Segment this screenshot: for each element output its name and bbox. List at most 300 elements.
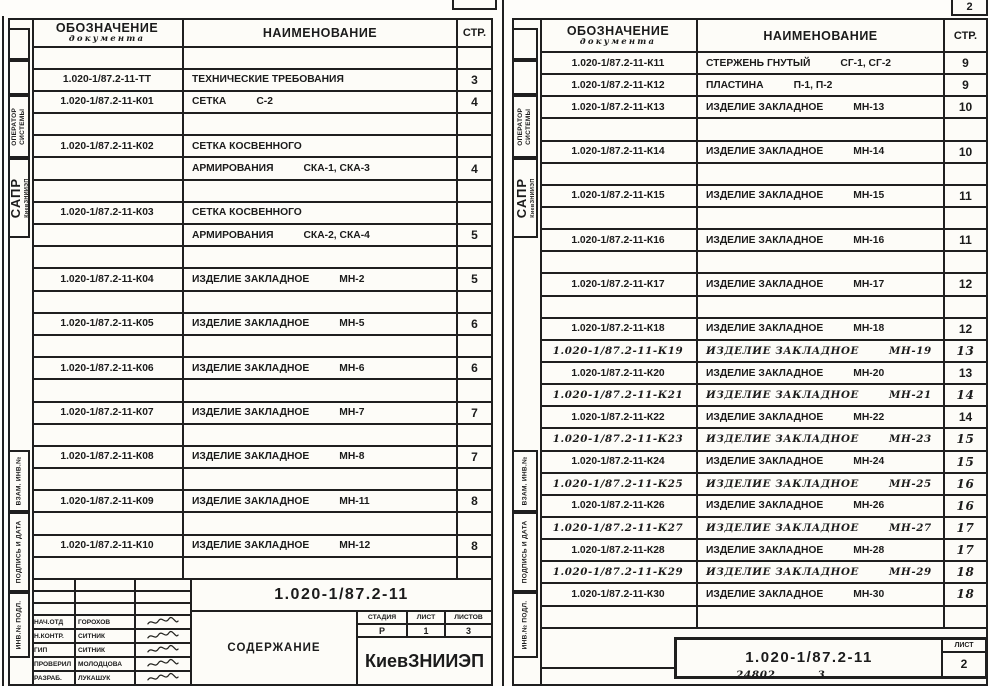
table-row	[32, 269, 491, 291]
name-cell	[698, 452, 945, 472]
signature-empty-row	[32, 604, 190, 616]
table-row	[32, 70, 491, 92]
designation-cell	[540, 252, 698, 272]
table-row	[32, 447, 491, 469]
name-cell	[698, 230, 945, 250]
designation-cell	[32, 292, 184, 312]
page-cell: 12	[958, 277, 973, 292]
item-code: СКА-1, СКА-3	[303, 163, 370, 175]
table-row	[32, 114, 491, 136]
name-cell	[698, 274, 945, 294]
header-text: СТР.	[953, 29, 978, 42]
name-cell	[698, 53, 945, 73]
page-number: 2	[966, 1, 973, 13]
table-row	[540, 319, 986, 341]
item-name: ИЗДЕЛИЕ ЗАКЛАДНОЕ	[706, 278, 824, 290]
designation-cell: 1.020-1/87.2-11-К07	[32, 403, 184, 423]
name-cell	[698, 584, 945, 604]
designation-cell: 1.020-1/87.2-11-К19	[540, 341, 698, 361]
item-name: ИЗДЕЛИЕ ЗАКЛАДНОЕ	[706, 477, 859, 490]
page-cell	[458, 181, 491, 201]
signature-scribble	[136, 672, 190, 684]
name-cell	[184, 114, 458, 134]
item-name: ИЗДЕЛИЕ ЗАКЛАДНОЕ	[706, 323, 824, 335]
table-row	[540, 53, 986, 75]
item-name: ИЗДЕЛИЕ ЗАКЛАДНОЕ	[706, 588, 824, 600]
table-row	[32, 491, 491, 513]
item-name: ИЗДЕЛИЕ ЗАКЛАДНОЕ	[192, 362, 310, 374]
table-row	[540, 496, 986, 518]
signature-icon	[146, 644, 180, 656]
page-cell: 6	[471, 361, 478, 376]
sheet-1	[8, 18, 493, 686]
page-cell	[945, 607, 986, 627]
designation-cell: 1.020-1/87.2-11-К27	[540, 518, 698, 538]
margin-text: ИНВ.№ ПОДЛ.	[15, 600, 23, 650]
item-name: ИЗДЕЛИЕ ЗАКЛАДНОЕ	[706, 566, 859, 579]
margin-label-vzam-inv	[512, 450, 538, 512]
designation-cell: 1.020-1/87.2-11-К06	[32, 358, 184, 378]
table-row	[540, 429, 986, 451]
header-page	[458, 20, 491, 46]
name-cell	[184, 269, 458, 289]
designation-cell: 1.020-1/87.2-11-К18	[540, 319, 698, 339]
table-row	[540, 518, 986, 540]
item-name: ИЗДЕЛИЕ ЗАКЛАДНОЕ	[192, 495, 310, 507]
page-cell: 16	[956, 498, 975, 513]
footer-title-box	[674, 637, 988, 679]
item-name: АРМИРОВАНИЯ	[192, 163, 274, 175]
item-name: СТЕРЖЕНЬ ГНУТЫЙ	[706, 57, 811, 69]
table-row	[32, 48, 491, 70]
margin-box-empty	[8, 60, 30, 95]
page-cell: 8	[471, 494, 478, 509]
table-row	[540, 97, 986, 119]
signature-icon	[146, 658, 180, 670]
page-cell	[945, 164, 986, 184]
page-cell	[458, 380, 491, 400]
page-cell: 9	[962, 56, 969, 71]
table-header	[32, 20, 491, 48]
item-name: ИЗДЕЛИЕ ЗАКЛАДНОЕ	[706, 522, 859, 535]
designation-cell	[32, 469, 184, 489]
table-row	[32, 513, 491, 535]
frame-line	[2, 16, 4, 686]
designation-cell	[32, 158, 184, 178]
designation-cell: 1.020-1/87.2-11-К02	[32, 136, 184, 156]
header-name	[184, 20, 458, 46]
name-cell	[184, 380, 458, 400]
name-cell	[698, 607, 945, 627]
name-cell	[698, 429, 945, 449]
item-name: ИЗДЕЛИЕ ЗАКЛАДНОЕ	[706, 544, 824, 556]
margin-text: ВЗАМ. ИНВ.№	[15, 456, 23, 506]
margin-text: САПР	[513, 177, 529, 219]
item-code: МН-5	[339, 318, 365, 330]
table-row	[540, 385, 986, 407]
table-row	[32, 358, 491, 380]
page-cell	[458, 425, 491, 445]
designation-cell: 1.020-1/87.2-11-К29	[540, 562, 698, 582]
designation-cell	[32, 247, 184, 267]
signature-role: НАЧ.ОТД	[32, 616, 76, 628]
signature-name: СИТНИК	[76, 644, 136, 656]
table-header	[540, 20, 986, 53]
item-name: ТЕХНИЧЕСКИЕ ТРЕБОВАНИЯ	[192, 74, 344, 86]
name-cell	[184, 70, 458, 90]
item-code: МН-30	[853, 588, 885, 600]
table-row	[32, 336, 491, 358]
item-code: МН-22	[853, 411, 885, 423]
signature-name: МОЛОДЦОВА	[76, 658, 136, 670]
item-name: АРМИРОВАНИЯ	[192, 229, 274, 241]
page-cell	[458, 292, 491, 312]
page-cell: 13	[956, 343, 975, 358]
signature-name: ЛУКАШУК	[76, 672, 136, 684]
signature-rows	[32, 616, 190, 684]
page-cell: 18	[956, 587, 975, 602]
name-cell	[184, 447, 458, 467]
designation-cell: 1.020-1/87.2-11-К13	[540, 97, 698, 117]
header-text: ОБОЗНАЧЕНИЕ	[566, 24, 670, 38]
title-block-main	[192, 580, 491, 684]
item-code: МН-28	[853, 544, 885, 556]
page-cell	[945, 208, 986, 228]
name-cell	[184, 314, 458, 334]
page-cell	[458, 336, 491, 356]
signature-icon	[146, 616, 180, 628]
designation-cell: 1.020-1/87.2-11-К01	[32, 92, 184, 112]
table-row	[540, 540, 986, 562]
margin-label-inv-podl	[512, 592, 538, 658]
designation-cell	[32, 114, 184, 134]
designation-cell: 1.020-1/87.2-11-К15	[540, 186, 698, 206]
item-code: МН-19	[889, 344, 932, 357]
stage-value: Р	[358, 625, 408, 636]
page-cell: 5	[471, 272, 478, 287]
margin-label-vzam-inv	[8, 450, 30, 512]
page-cell: 4	[471, 94, 478, 109]
margin-box-empty	[512, 28, 538, 60]
name-cell	[184, 403, 458, 423]
signature-scribble	[136, 658, 190, 670]
signature-scribble	[136, 616, 190, 628]
page-cell: 7	[471, 449, 478, 464]
page-cell: 11	[959, 233, 972, 248]
page-cell	[458, 247, 491, 267]
name-cell	[698, 363, 945, 383]
page-cell: 15	[956, 454, 975, 469]
designation-cell: 1.020-1/87.2-11-К28	[540, 540, 698, 560]
page-cell: 14	[958, 410, 973, 425]
item-code: МН-13	[853, 101, 885, 113]
signature-empty-row	[32, 580, 190, 592]
page-cell: 13	[958, 366, 973, 381]
header-designation	[32, 20, 184, 46]
sheet-2	[512, 18, 988, 686]
header-text: НАИМЕНОВАНИЕ	[763, 28, 878, 43]
designation-cell	[32, 48, 184, 68]
designation-cell: 1.020-1/87.2-11-К10	[32, 536, 184, 556]
signature-icon	[146, 672, 180, 684]
designation-cell	[32, 225, 184, 245]
signature-scribble	[136, 630, 190, 642]
contents-table-1	[32, 20, 491, 684]
page-cell: 11	[959, 188, 972, 203]
sheet-value: 1	[408, 625, 446, 636]
signature-scribble	[136, 644, 190, 656]
contents-table-2	[540, 20, 986, 684]
designation-cell: 1.020-1/87.2-11-К20	[540, 363, 698, 383]
item-name: ПЛАСТИНА	[706, 79, 764, 91]
margin-label-operator	[512, 95, 538, 158]
designation-cell	[32, 181, 184, 201]
page-cell	[945, 252, 986, 272]
header-handwritten-text: документа	[68, 34, 146, 45]
table-row	[540, 341, 986, 363]
name-cell	[698, 97, 945, 117]
item-code: МН-16	[853, 234, 885, 246]
margin-box-empty	[8, 28, 30, 60]
binding-margin	[514, 20, 542, 684]
table-row	[32, 403, 491, 425]
item-code: МН-7	[339, 407, 365, 419]
margin-box-empty	[512, 60, 538, 95]
name-cell	[698, 385, 945, 405]
table-row	[540, 607, 986, 629]
table-row	[32, 425, 491, 447]
designation-cell	[540, 297, 698, 317]
page-cell: 10	[958, 144, 973, 159]
designation-cell: 1.020-1/87.2-11-К25	[540, 474, 698, 494]
designation-cell	[540, 607, 698, 627]
table-row	[540, 142, 986, 164]
margin-text: САПР	[7, 177, 23, 219]
stage-values	[358, 625, 491, 638]
item-code: МН-14	[853, 146, 885, 158]
item-code: МН-8	[339, 451, 365, 463]
item-code: СКА-2, СКА-4	[303, 229, 370, 241]
item-name: ИЗДЕЛИЕ ЗАКЛАДНОЕ	[706, 146, 824, 158]
name-cell	[698, 142, 945, 162]
page-cell	[945, 119, 986, 139]
name-cell	[698, 474, 945, 494]
page-cell: 15	[956, 432, 975, 447]
name-cell	[698, 75, 945, 95]
page-cell: 6	[471, 316, 478, 331]
designation-cell	[32, 425, 184, 445]
name-cell	[184, 292, 458, 312]
name-cell	[184, 247, 458, 267]
name-cell	[184, 513, 458, 533]
name-cell	[184, 92, 458, 112]
table-row	[540, 75, 986, 97]
item-name: ИЗДЕЛИЕ ЗАКЛАДНОЕ	[706, 433, 859, 446]
designation-cell	[540, 164, 698, 184]
designation-cell: 1.020-1/87.2-11-К23	[540, 429, 698, 449]
designation-cell: 1.020-1/87.2-11-К17	[540, 274, 698, 294]
signature-role: Н.КОНТР.	[32, 630, 76, 642]
page-cell	[458, 48, 491, 68]
name-cell	[698, 186, 945, 206]
name-cell	[698, 208, 945, 228]
item-name: ИЗДЕЛИЕ ЗАКЛАДНОЕ	[706, 367, 824, 379]
name-cell	[184, 491, 458, 511]
item-code: МН-23	[889, 433, 932, 446]
name-cell	[184, 425, 458, 445]
signature-name: СИТНИК	[76, 630, 136, 642]
page-cell	[458, 469, 491, 489]
name-cell	[698, 252, 945, 272]
page-number-box-2	[951, 0, 988, 16]
name-cell	[698, 297, 945, 317]
signature-row	[32, 630, 190, 644]
page-cell	[458, 136, 491, 156]
item-name: СЕТКА	[192, 96, 227, 108]
item-name: ИЗДЕЛИЕ ЗАКЛАДНОЕ	[706, 234, 824, 246]
name-cell	[698, 518, 945, 538]
table-row	[32, 136, 491, 158]
margin-label-podpis-data	[512, 512, 538, 592]
table-row	[540, 584, 986, 606]
name-cell	[698, 407, 945, 427]
margin-text: КиевЗНИИЭП	[23, 178, 30, 218]
name-cell	[698, 540, 945, 560]
signature-row	[32, 616, 190, 630]
document-number: 1.020-1/87.2-11	[192, 580, 491, 612]
header-designation	[540, 20, 698, 51]
margin-label-inv-podl	[8, 592, 30, 658]
name-cell	[698, 496, 945, 516]
designation-cell: 1.020-1/87.2-11-К12	[540, 75, 698, 95]
item-code: МН-6	[339, 362, 365, 374]
organization-name: КиевЗНИИЭП	[364, 650, 485, 671]
item-name: ИЗДЕЛИЕ ЗАКЛАДНОЕ	[192, 407, 310, 419]
item-name: СЕТКА КОСВЕННОГО	[192, 140, 302, 152]
margin-text: ПОДПИСЬ И ДАТА	[521, 520, 529, 584]
item-code: МН-15	[853, 190, 885, 202]
signature-name: ГОРОХОВ	[76, 616, 136, 628]
stage-labels	[358, 612, 491, 625]
name-cell	[698, 319, 945, 339]
table-row	[540, 474, 986, 496]
table-row	[540, 407, 986, 429]
page-cell: 17	[956, 521, 975, 536]
page-cell: 16	[956, 476, 975, 491]
designation-cell	[540, 119, 698, 139]
designation-cell: 1.020-1/87.2-11-К24	[540, 452, 698, 472]
margin-label-sapr	[8, 158, 30, 238]
item-code: С-2	[256, 96, 273, 108]
table-row	[32, 558, 491, 580]
item-code: МН-17	[853, 278, 885, 290]
document-number: 1.020-1/87.2-11	[677, 640, 943, 676]
item-name: ИЗДЕЛИЕ ЗАКЛАДНОЕ	[706, 190, 824, 202]
item-name: ИЗДЕЛИЕ ЗАКЛАДНОЕ	[192, 273, 310, 285]
sheets-value: 3	[465, 625, 471, 636]
page-cell: 17	[956, 543, 975, 558]
sheets-label: ЛИСТОВ	[454, 614, 483, 621]
page-cell: 12	[958, 321, 973, 336]
item-name: ИЗДЕЛИЕ ЗАКЛАДНОЕ	[706, 101, 824, 113]
margin-label-operator	[8, 95, 30, 158]
item-name: ИЗДЕЛИЕ ЗАКЛАДНОЕ	[192, 540, 310, 552]
page-cell: 18	[956, 565, 975, 580]
header-text: ОБОЗНАЧЕНИЕ	[55, 21, 159, 36]
table-row	[540, 186, 986, 208]
page-cell: 8	[471, 538, 478, 553]
margin-text: ИНВ.№ ПОДЛ.	[521, 600, 529, 650]
signature-empty-row	[32, 592, 190, 604]
item-name: ИЗДЕЛИЕ ЗАКЛАДНОЕ	[192, 318, 310, 330]
page-cell: 14	[956, 388, 975, 403]
table-row	[32, 469, 491, 491]
table-row	[32, 380, 491, 402]
designation-cell: 1.020-1/87.2-11-К26	[540, 496, 698, 516]
table-row	[32, 92, 491, 114]
page-cell	[945, 297, 986, 317]
sheet-number-box	[943, 640, 985, 676]
name-cell	[184, 225, 458, 245]
signature-row	[32, 644, 190, 658]
designation-cell	[32, 336, 184, 356]
designation-cell: 1.020-1/87.2-11-К14	[540, 142, 698, 162]
table-body	[32, 48, 491, 581]
table-row	[540, 274, 986, 296]
archive-stamp	[736, 669, 825, 681]
item-code: П-1, П-2	[793, 79, 833, 91]
item-code: МН-27	[889, 522, 932, 535]
page-cell	[458, 513, 491, 533]
item-code: МН-2	[339, 273, 365, 285]
item-name: ИЗДЕЛИЕ ЗАКЛАДНОЕ	[706, 389, 859, 402]
name-cell	[184, 136, 458, 156]
header-handwritten-text: документа	[579, 37, 657, 47]
item-code: МН-20	[853, 367, 885, 379]
signature-role: РАЗРАБ.	[32, 672, 76, 684]
margin-text: ПОДПИСЬ И ДАТА	[15, 520, 23, 584]
name-cell	[184, 358, 458, 378]
binding-margin	[7, 20, 34, 684]
designation-cell: 1.020-1/87.2-11-К09	[32, 491, 184, 511]
designation-cell: 1.020-1/87.2-11-К21	[540, 385, 698, 405]
designation-cell: 1.020-1/87.2-11-К04	[32, 269, 184, 289]
stamp-number: 3	[817, 669, 826, 681]
margin-text: ОПЕРАТОР	[11, 107, 19, 146]
item-name: ИЗДЕЛИЕ ЗАКЛАДНОЕ	[706, 344, 859, 357]
margin-text: ОПЕРАТОР	[517, 107, 525, 146]
table-row	[32, 247, 491, 269]
margin-text: ВЗАМ. ИНВ.№	[521, 456, 529, 506]
table-row	[32, 536, 491, 558]
section-title: СОДЕРЖАНИЕ	[192, 612, 358, 684]
table-row	[32, 225, 491, 247]
designation-cell: 1.020-1/87.2-11-К08	[32, 447, 184, 467]
name-cell	[184, 158, 458, 178]
page-cell: 10	[958, 100, 973, 115]
item-code: МН-21	[889, 389, 932, 402]
name-cell	[698, 164, 945, 184]
page-cell: 4	[471, 161, 478, 176]
item-code: МН-11	[339, 495, 370, 507]
signature-row	[32, 658, 190, 672]
item-name: ИЗДЕЛИЕ ЗАКЛАДНОЕ	[192, 451, 310, 463]
item-name: ИЗДЕЛИЕ ЗАКЛАДНОЕ	[706, 500, 824, 512]
designation-cell: 1.020-1/87.2-11-К30	[540, 584, 698, 604]
table-row	[32, 158, 491, 180]
item-code: МН-29	[889, 566, 932, 579]
designation-cell	[32, 380, 184, 400]
